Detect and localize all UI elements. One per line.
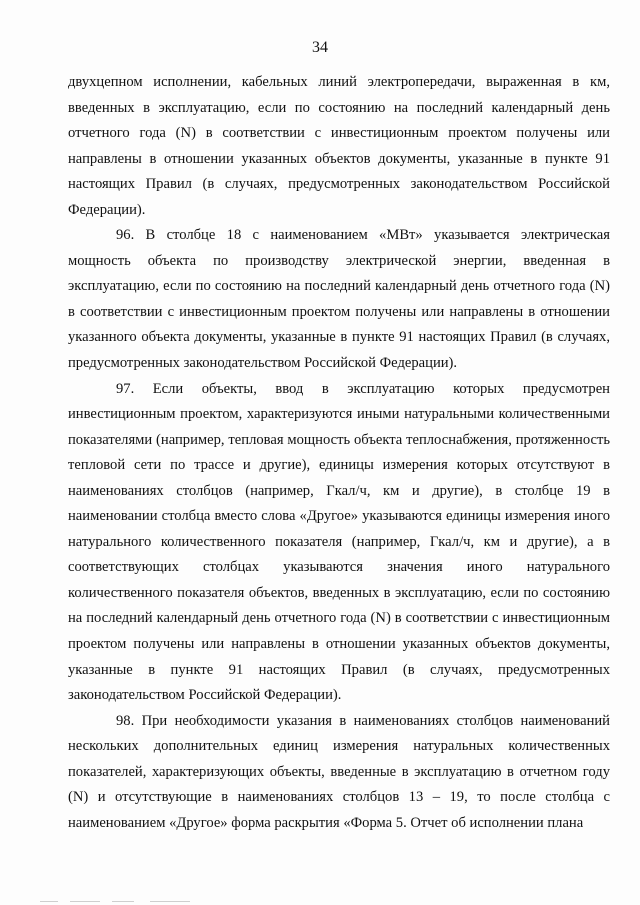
paragraph-96: 96. В столбце 18 с наименованием «МВт» указывается электрическая мощность объекта по производству электрической энергии, введенная в эксплуатацию, если по состоянию на последний календарный день отчетного года (N) в соответствии с инвестиционным проектом получены или направлены в отношении указанного объекта документы, указанные в пункте 91 настоящих Правил (в случаях, предусмотренных законодательством Российской Федерации). — [68, 227, 610, 372]
scan-artifact-line — [0, 893, 640, 905]
paragraph-98: 98. При необходимости указания в наименованиях столбцов наименований нескольких дополнительных единиц измерения натуральных количественных показателей, характеризующих объекты, введенные в эксплуатацию в отчетном году (N) и отсутствующие в наименованиях столбцов 13 – 19, то после столбца с наименованием «Другое» форма раскрытия «Форма 5. Отчет об исполнении плана — [68, 712, 610, 831]
paragraph-97: 97. Если объекты, ввод в эксплуатацию которых предусмотрен инвестиционным проектом, характеризуются иными натуральными количественными показателями (например, тепловая мощность объекта теплоснабжения, протяженность тепловой сети по трассе и другие), единицы измерения которых отсутствуют в наименованиях столбцов (например, Гкал/ч, км и другие), в столбце 19 в наименовании столбца вместо слова «Другое» указываются единицы измерения иного натурального количественного показателя (например, Гкал/ч, км и другие), а в соответствующих столбцах указываются значения иного натурального количественного показателя объектов, введенных в эксплуатацию, если по состоянию на последний календарный день отчетного года (N) в соответствии с инвестиционным проектом получены или направлены в отношении указанных объектов документы, указанные в пункте 91 настоящих Правил (в случаях, предусмотренных законодательством Российской Федерации). — [68, 380, 610, 704]
page-number: 34 — [312, 39, 328, 56]
paragraph-continuation: двухцепном исполнении, кабельных линий электропередачи, выраженная в км, введенных в эксплуатацию, если по состоянию на последний календарный день отчетного года (N) в соответствии с инвестиционным проектом получены или направлены в отношении указанных объектов документы, указанные в пункте 91 настоящих Правил (в случаях, предусмотренных законодательством Российской Федерации). — [68, 74, 610, 218]
document-body — [68, 70, 610, 836]
